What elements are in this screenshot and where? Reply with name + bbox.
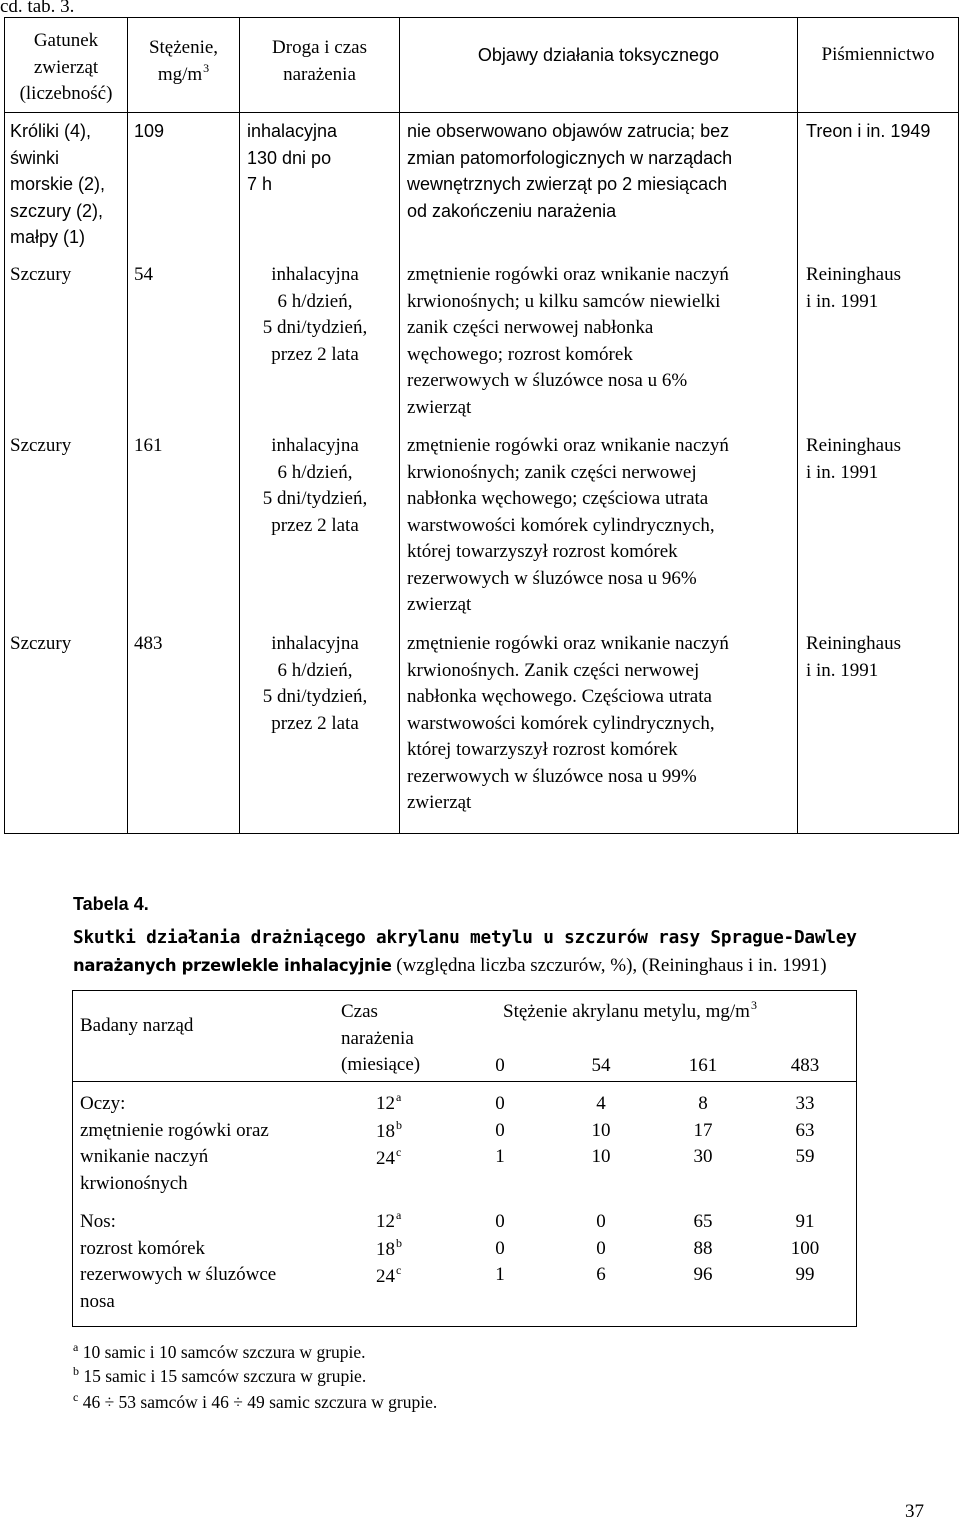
row3-references: Reininghaus i in. 1991 bbox=[806, 435, 901, 483]
table3-col-line bbox=[127, 17, 128, 834]
row3-concentration: 161 bbox=[134, 435, 163, 456]
header-species: Gatunek zwierząt (liczebność) bbox=[19, 30, 113, 104]
row1-route: inhalacyjna 130 dni po 7 h bbox=[247, 121, 338, 194]
row4-effects: zmętnienie rogówki oraz wnikanie naczyń krwionośnych. Zanik części nerwowej nabłonka węchowego. Częściowa utrata warstwowości komórek cylindrycznych, której towarzyszył rozrost komórek rezerwowych w śluzówce nosa u 99% zwierząt bbox=[407, 633, 729, 813]
row4-route: inhalacyjna 6 h/dzień, 5 dni/tydzień, przez 2 lata bbox=[262, 633, 368, 734]
nose-values-161: 65 88 96 bbox=[693, 1211, 713, 1285]
nose-values-483: 91 100 99 bbox=[790, 1211, 820, 1285]
footnote-a: $^a$ 10 samic i 10 samców szczura w grupie. bbox=[73, 1340, 366, 1362]
header-conc-54: 54 bbox=[591, 1055, 611, 1076]
table3-col-line bbox=[797, 17, 798, 834]
row2-species: Szczury bbox=[10, 264, 72, 285]
header-organ: Badany narząd bbox=[80, 1015, 194, 1036]
page-number: 37 bbox=[905, 1501, 924, 1522]
table4-label: Tabela 4. bbox=[73, 894, 149, 914]
row3-species: Szczury bbox=[10, 435, 72, 456]
nose-values-0: 0 0 1 bbox=[495, 1211, 505, 1285]
table4-border-bottom bbox=[72, 1326, 857, 1327]
row2-effects: zmętnienie rogówki oraz wnikanie naczyń krwionośnych; u kilku samców niewielki zanik części nerwowej nabłonka węchowego; rozrost komórek rezerwowych w śluzówce nosa u 6% zwierząt bbox=[407, 264, 729, 418]
eyes-values-0: 0 0 1 bbox=[495, 1093, 505, 1167]
table4-border-top bbox=[72, 990, 857, 991]
organ-eyes: Oczy: zmętnienie rogówki oraz wnikanie naczyń krwionośnych bbox=[80, 1093, 269, 1194]
header-conc-0: 0 bbox=[495, 1055, 505, 1076]
table4-header-divider bbox=[72, 1081, 857, 1082]
header-concentration: Stężenie, $mg/m^3$ bbox=[148, 37, 219, 85]
table3-border-top bbox=[4, 17, 959, 18]
table4-caption-line2: narażanych przewlekle inhalacyjnie (względna liczba szczurów, %), (Reininghaus i in. 1991) bbox=[73, 955, 827, 976]
header-conc-483: 483 bbox=[790, 1055, 820, 1076]
table4-col-line bbox=[72, 990, 73, 1327]
row1-effects: nie obserwowano objawów zatrucia; bez zmian patomorfologicznych w narządach wewnętrznych zwierząt po 2 miesiącach od zakończeniu narażenia bbox=[407, 121, 733, 221]
footnote-b: $^b$ 15 samic i 15 samców szczura w grupie. bbox=[73, 1364, 367, 1386]
header-time: Czas narażenia (miesiące) bbox=[341, 1001, 421, 1075]
table3-col-line bbox=[4, 17, 5, 834]
table3-col-line bbox=[958, 17, 959, 834]
row2-route: inhalacyjna 6 h/dzień, 5 dni/tydzień, przez 2 lata bbox=[262, 264, 368, 365]
continuation-label: cd. tab. 3. bbox=[0, 0, 75, 17]
table4-caption-line1: Skutki działania drażniącego akrylanu metylu u szczurów rasy Sprague-Dawley bbox=[73, 928, 857, 948]
row3-effects: zmętnienie rogówki oraz wnikanie naczyń krwionośnych; zanik części nerwowej nabłonka węchowego; częściowa utrata warstwowości komórek cylindrycznych, której towarzyszył rozrost komórek rezerwowych w śluzówce nosa u 96% zwierząt bbox=[407, 435, 729, 615]
table4-col-line bbox=[856, 990, 857, 1327]
table3-border-bottom bbox=[4, 833, 959, 834]
eyes-values-161: 8 17 30 bbox=[693, 1093, 713, 1167]
header-concentration-title: Stężenie akrylanu metylu, $mg/m^3$ bbox=[503, 998, 757, 1022]
organ-nose: Nos: rozrost komórek rezerwowych w śluzówce nosa bbox=[80, 1211, 277, 1312]
nose-times: 12$^a$ 18$^b$ 24$^c$ bbox=[376, 1208, 402, 1287]
table3-header-divider bbox=[4, 112, 959, 113]
row4-concentration: 483 bbox=[134, 633, 163, 654]
row1-references: Treon i in. 1949 bbox=[806, 121, 931, 141]
row1-concentration: 109 bbox=[134, 121, 165, 141]
row3-route: inhalacyjna 6 h/dzień, 5 dni/tydzień, przez 2 lata bbox=[262, 435, 368, 536]
table3-col-line bbox=[399, 17, 400, 834]
eyes-values-54: 4 10 10 bbox=[591, 1093, 611, 1167]
footnotes bbox=[73, 1340, 437, 1414]
row4-references: Reininghaus i in. 1991 bbox=[806, 633, 901, 681]
header-conc-161: 161 bbox=[688, 1055, 718, 1076]
row2-references: Reininghaus i in. 1991 bbox=[806, 264, 901, 312]
row1-species: Króliki (4), świnki morskie (2), szczury (2), małpy (1) bbox=[10, 121, 106, 247]
nose-values-54: 0 0 6 bbox=[596, 1211, 606, 1285]
row2-concentration: 54 bbox=[134, 264, 153, 285]
eyes-times: 12$^a$ 18$^b$ 24$^c$ bbox=[376, 1090, 402, 1169]
eyes-values-483: 33 63 59 bbox=[795, 1093, 815, 1167]
footnote-c: $^c$ 46 ÷ 53 samców i 46 ÷ 49 samic szczura w grupie. bbox=[73, 1390, 438, 1412]
header-references: Piśmiennictwo bbox=[821, 44, 935, 65]
header-effects: Objawy działania toksycznego bbox=[477, 45, 720, 65]
header-route: Droga i czas narażenia bbox=[272, 37, 367, 85]
row4-species: Szczury bbox=[10, 633, 72, 654]
